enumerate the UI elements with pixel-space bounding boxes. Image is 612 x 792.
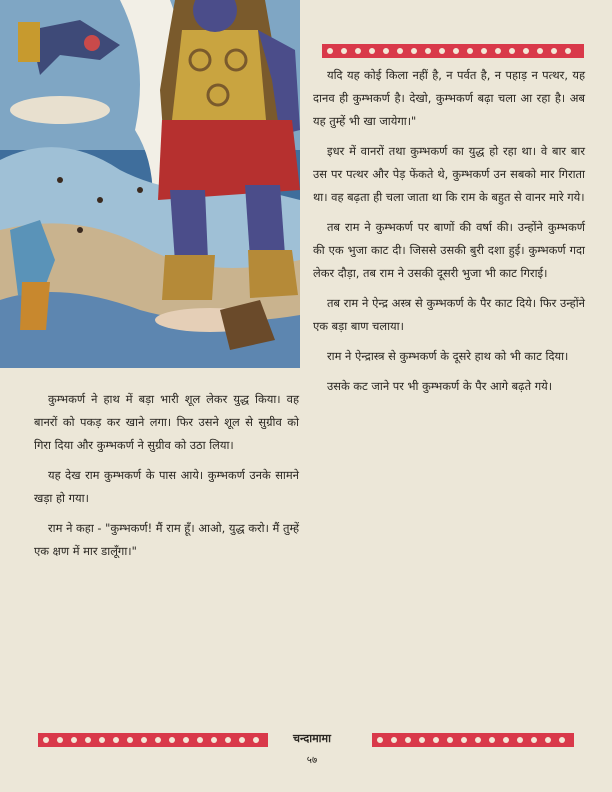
paragraph: इधर में वानरों तथा कुम्भकर्ण का युद्ध हो रहा था। वे बार बार उस पर पत्थर और पेड़ फेंकते थे, कुम्भकर्ण उन सबको मार गिराता था। वह बढ़ता ही चला जाता था कि राम के बहुत से वानर मारे गये।	[313, 144, 585, 204]
paragraph: यदि यह कोई किला नहीं है, न पर्वत है, न पहाड़ न पत्थर, यह दानव ही कुम्भकर्ण है। देखो, कुम्भकर्ण बढ़ा चला आ रहा है। अब यह तुम्हें भी खा जायेगा।"	[313, 68, 585, 128]
illustration-art	[0, 0, 300, 368]
top-decorative-border	[322, 44, 584, 58]
footer-border-left	[38, 733, 268, 747]
paragraph: यह देख राम कुम्भकर्ण के पास आये। कुम्भकर्ण उनके सामने खड़ा हो गया।	[34, 468, 299, 505]
magazine-name: चन्दामामा	[293, 732, 331, 745]
paragraph: तब राम ने कुम्भकर्ण पर बाणों की वर्षा की। उन्होंने कुम्भकर्ण की एक भुजा काट दी। जिससे उसकी बुरी दशा हुई। कुम्भकर्ण गदा लेकर दौड़ा, तब राम ने उसकी दूसरी भुजा भी काट गिराई।	[313, 220, 585, 280]
text-column-left	[34, 388, 299, 570]
ornament-pattern	[322, 44, 584, 58]
paragraph: उसके कट जाने पर भी कुम्भकर्ण के पैर आगे बढ़ते गये।	[327, 379, 553, 393]
text-column-right	[313, 64, 585, 405]
ornament-pattern	[372, 733, 574, 747]
paragraph: राम ने कहा - "कुम्भकर्ण! मैं राम हूँ। आओ, युद्ध करो। मैं तुम्हें एक क्षण में मार डालूँगा।"	[34, 521, 299, 558]
paragraph: तब राम ने ऐन्द्र अस्त्र से कुम्भकर्ण के पैर काट दिये। फिर उन्होंने एक बड़ा बाण चलाया।	[313, 296, 585, 333]
footer-border-right	[372, 733, 574, 747]
story-illustration	[0, 0, 300, 368]
paragraph: कुम्भकर्ण ने हाथ में बड़ा भारी शूल लेकर युद्ध किया। वह बानरों को पकड़ कर खाने लगा। फिर उसने शूल से सुग्रीव को गिरा दिया और कुम्भकर्ण ने सुग्रीव को उठा लिया।	[34, 392, 299, 452]
ornament-pattern	[38, 733, 268, 747]
page-number: ५७	[306, 755, 318, 766]
paragraph: राम ने ऐन्द्रास्त्र से कुम्भकर्ण के दूसरे हाथ को भी काट दिया।	[327, 349, 569, 363]
